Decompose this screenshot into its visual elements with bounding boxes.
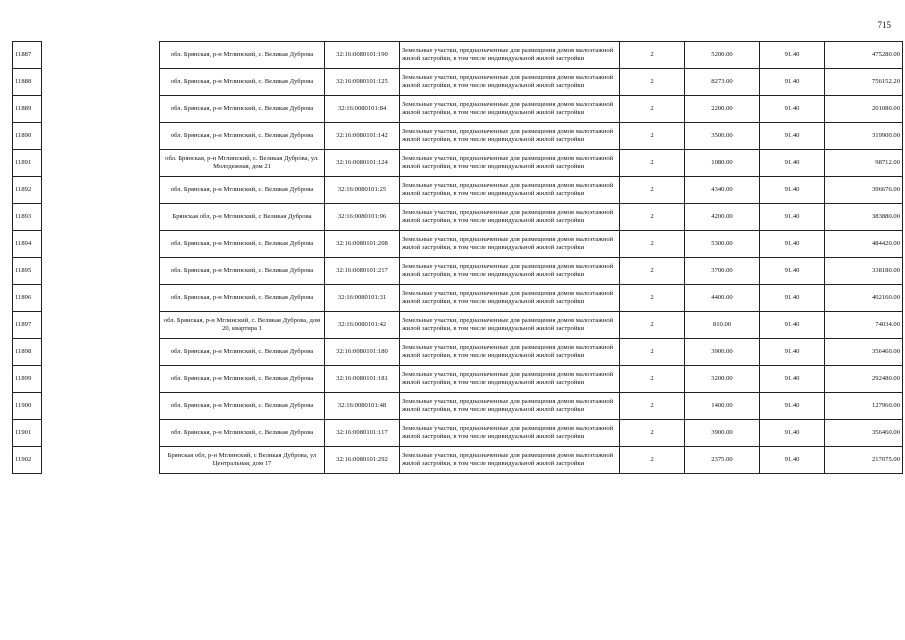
table-body xyxy=(13,42,903,474)
row-number-cell: 11892 xyxy=(13,177,42,204)
cadastral-value-cell: 319900.00 xyxy=(825,123,903,150)
cadastral-number-cell: 32:16:0080101:180 xyxy=(325,339,400,366)
land-use-cell: Земельные участки, предназначенные для размещения домов малоэтажной жилой застройки, в том числе индивидуальной жилой застройки xyxy=(400,339,620,366)
table-row xyxy=(13,339,903,366)
land-use-cell: Земельные участки, предназначенные для размещения домов малоэтажной жилой застройки, в том числе индивидуальной жилой застройки xyxy=(400,366,620,393)
area-cell: 5300.00 xyxy=(685,231,760,258)
area-cell: 3900.00 xyxy=(685,420,760,447)
row-number-cell: 11891 xyxy=(13,150,42,177)
address-cell: обл. Брянская, р-н Мглинский, с. Великая Дуброва xyxy=(160,393,325,420)
blank-cell xyxy=(42,69,160,96)
rate-cell: 91.40 xyxy=(760,177,825,204)
rate-cell: 91.40 xyxy=(760,123,825,150)
blank-cell xyxy=(42,177,160,204)
area-cell: 1080.00 xyxy=(685,150,760,177)
cadastral-value-cell: 217075.00 xyxy=(825,447,903,474)
rate-cell: 91.40 xyxy=(760,285,825,312)
table-row xyxy=(13,69,903,96)
area-cell: 4340.00 xyxy=(685,177,760,204)
cadastral-value-cell: 201080.00 xyxy=(825,96,903,123)
land-use-cell: Земельные участки, предназначенные для размещения домов малоэтажной жилой застройки, в том числе индивидуальной жилой застройки xyxy=(400,204,620,231)
cadastral-value-cell: 127960.00 xyxy=(825,393,903,420)
land-use-cell: Земельные участки, предназначенные для размещения домов малоэтажной жилой застройки, в том числе индивидуальной жилой застройки xyxy=(400,312,620,339)
land-use-cell: Земельные участки, предназначенные для размещения домов малоэтажной жилой застройки, в том числе индивидуальной жилой застройки xyxy=(400,285,620,312)
table-row xyxy=(13,447,903,474)
category-cell: 2 xyxy=(620,123,685,150)
row-number-cell: 11898 xyxy=(13,339,42,366)
row-number-cell: 11895 xyxy=(13,258,42,285)
rate-cell: 91.40 xyxy=(760,42,825,69)
land-use-cell: Земельные участки, предназначенные для размещения домов малоэтажной жилой застройки, в том числе индивидуальной жилой застройки xyxy=(400,177,620,204)
cadastral-value-cell: 356460.00 xyxy=(825,339,903,366)
category-cell: 2 xyxy=(620,42,685,69)
table-row xyxy=(13,204,903,231)
table-row xyxy=(13,258,903,285)
cadastral-value-cell: 383880.00 xyxy=(825,204,903,231)
cadastral-number-cell: 32:16:0080101:25 xyxy=(325,177,400,204)
rate-cell: 91.40 xyxy=(760,366,825,393)
land-use-cell: Земельные участки, предназначенные для размещения домов малоэтажной жилой застройки, в том числе индивидуальной жилой застройки xyxy=(400,420,620,447)
rate-cell: 91.40 xyxy=(760,204,825,231)
category-cell: 2 xyxy=(620,447,685,474)
address-cell: обл. Брянская, р-н Мглинский, с. Великая Дуброва xyxy=(160,258,325,285)
cadastral-number-cell: 32:16:0080101:190 xyxy=(325,42,400,69)
table-row xyxy=(13,285,903,312)
rate-cell: 91.40 xyxy=(760,258,825,285)
address-cell: обл. Брянская, р-н Мглинский, с. Великая Дуброва xyxy=(160,420,325,447)
category-cell: 2 xyxy=(620,366,685,393)
cadastral-value-cell: 98712.00 xyxy=(825,150,903,177)
category-cell: 2 xyxy=(620,420,685,447)
category-cell: 2 xyxy=(620,393,685,420)
address-cell: обл. Брянская, р-н Мглинский, с. Великая Дуброва xyxy=(160,69,325,96)
area-cell: 3900.00 xyxy=(685,339,760,366)
cadastral-number-cell: 32:16:0080101:181 xyxy=(325,366,400,393)
row-number-cell: 11888 xyxy=(13,69,42,96)
page-number: 715 xyxy=(877,20,891,30)
rate-cell: 91.40 xyxy=(760,312,825,339)
area-cell: 2375.00 xyxy=(685,447,760,474)
table-row xyxy=(13,393,903,420)
table-row xyxy=(13,96,903,123)
blank-cell xyxy=(42,204,160,231)
row-number-cell: 11897 xyxy=(13,312,42,339)
rate-cell: 91.40 xyxy=(760,339,825,366)
blank-cell xyxy=(42,150,160,177)
address-cell: обл. Брянская, р-н Мглинский, с. Великая Дуброва xyxy=(160,285,325,312)
area-cell: 810.00 xyxy=(685,312,760,339)
cadastral-number-cell: 32:16:0080101:48 xyxy=(325,393,400,420)
cadastral-value-cell: 484420.00 xyxy=(825,231,903,258)
table-row xyxy=(13,177,903,204)
category-cell: 2 xyxy=(620,96,685,123)
category-cell: 2 xyxy=(620,69,685,96)
area-cell: 8273.00 xyxy=(685,69,760,96)
cadastral-value-cell: 402160.00 xyxy=(825,285,903,312)
address-cell: обл. Брянская, р-н Мглинский, с. Великая Дуброва xyxy=(160,339,325,366)
cadastral-number-cell: 32:16:0080101:217 xyxy=(325,258,400,285)
row-number-cell: 11894 xyxy=(13,231,42,258)
row-number-cell: 11901 xyxy=(13,420,42,447)
blank-cell xyxy=(42,123,160,150)
cadastral-number-cell: 32:16:0080101:125 xyxy=(325,69,400,96)
rate-cell: 91.40 xyxy=(760,69,825,96)
cadastral-value-cell: 292480.00 xyxy=(825,366,903,393)
cadastral-number-cell: 32:16:0080101:96 xyxy=(325,204,400,231)
row-number-cell: 11900 xyxy=(13,393,42,420)
table-row xyxy=(13,366,903,393)
rate-cell: 91.40 xyxy=(760,231,825,258)
blank-cell xyxy=(42,312,160,339)
rate-cell: 91.40 xyxy=(760,150,825,177)
land-use-cell: Земельные участки, предназначенные для размещения домов малоэтажной жилой застройки, в том числе индивидуальной жилой застройки xyxy=(400,258,620,285)
blank-cell xyxy=(42,447,160,474)
land-use-cell: Земельные участки, предназначенные для размещения домов малоэтажной жилой застройки, в том числе индивидуальной жилой застройки xyxy=(400,96,620,123)
land-register-table xyxy=(12,41,903,474)
blank-cell xyxy=(42,42,160,69)
table-row xyxy=(13,420,903,447)
rate-cell: 91.40 xyxy=(760,96,825,123)
land-use-cell: Земельные участки, предназначенные для размещения домов малоэтажной жилой застройки, в том числе индивидуальной жилой застройки xyxy=(400,150,620,177)
blank-cell xyxy=(42,258,160,285)
cadastral-value-cell: 756152.20 xyxy=(825,69,903,96)
cadastral-value-cell: 338180.00 xyxy=(825,258,903,285)
cadastral-value-cell: 74034.00 xyxy=(825,312,903,339)
rate-cell: 91.40 xyxy=(760,420,825,447)
table-row xyxy=(13,150,903,177)
blank-cell xyxy=(42,339,160,366)
row-number-cell: 11896 xyxy=(13,285,42,312)
cadastral-value-cell: 356460.00 xyxy=(825,420,903,447)
row-number-cell: 11890 xyxy=(13,123,42,150)
rate-cell: 91.40 xyxy=(760,393,825,420)
land-use-cell: Земельные участки, предназначенные для размещения домов малоэтажной жилой застройки, в том числе индивидуальной жилой застройки xyxy=(400,123,620,150)
row-number-cell: 11902 xyxy=(13,447,42,474)
category-cell: 2 xyxy=(620,231,685,258)
address-cell: обл. Брянская, р-н Мглинский, с. Великая Дуброва xyxy=(160,366,325,393)
category-cell: 2 xyxy=(620,258,685,285)
address-cell: Брянская обл, р-н Мглинский, с Великая Дуброва xyxy=(160,204,325,231)
area-cell: 1400.00 xyxy=(685,393,760,420)
area-cell: 3200.00 xyxy=(685,366,760,393)
address-cell: обл. Брянская, р-н Мглинский, с. Великая Дуброва xyxy=(160,42,325,69)
table-row xyxy=(13,123,903,150)
category-cell: 2 xyxy=(620,285,685,312)
area-cell: 4200.00 xyxy=(685,204,760,231)
rate-cell: 91.40 xyxy=(760,447,825,474)
address-cell: Брянская обл, р-н Мглинский, с Великая Дуброва, ул Центральная, дом 17 xyxy=(160,447,325,474)
address-cell: обл. Брянская, р-н Мглинский, с. Великая Дуброва, дом 20, квартира 1 xyxy=(160,312,325,339)
cadastral-value-cell: 396676.00 xyxy=(825,177,903,204)
area-cell: 4400.00 xyxy=(685,285,760,312)
cadastral-number-cell: 32:16:0080101:292 xyxy=(325,447,400,474)
table-row xyxy=(13,231,903,258)
land-use-cell: Земельные участки, предназначенные для размещения домов малоэтажной жилой застройки, в том числе индивидуальной жилой застройки xyxy=(400,42,620,69)
address-cell: обл. Брянская, р-н Мглинский, с. Великая Дуброва xyxy=(160,231,325,258)
table-row xyxy=(13,312,903,339)
category-cell: 2 xyxy=(620,150,685,177)
cadastral-number-cell: 32:16:0080101:84 xyxy=(325,96,400,123)
address-cell: обл. Брянская, р-н Мглинский, с. Великая Дуброва xyxy=(160,96,325,123)
land-use-cell: Земельные участки, предназначенные для размещения домов малоэтажной жилой застройки, в том числе индивидуальной жилой застройки xyxy=(400,393,620,420)
cadastral-value-cell: 475280.00 xyxy=(825,42,903,69)
category-cell: 2 xyxy=(620,204,685,231)
table-row xyxy=(13,42,903,69)
row-number-cell: 11899 xyxy=(13,366,42,393)
category-cell: 2 xyxy=(620,177,685,204)
area-cell: 2200.00 xyxy=(685,96,760,123)
land-use-cell: Земельные участки, предназначенные для размещения домов малоэтажной жилой застройки, в том числе индивидуальной жилой застройки xyxy=(400,69,620,96)
blank-cell xyxy=(42,231,160,258)
area-cell: 3500.00 xyxy=(685,123,760,150)
blank-cell xyxy=(42,285,160,312)
land-use-cell: Земельные участки, предназначенные для размещения домов малоэтажной жилой застройки, в том числе индивидуальной жилой застройки xyxy=(400,447,620,474)
cadastral-number-cell: 32:16:0080101:31 xyxy=(325,285,400,312)
cadastral-number-cell: 32:16:0080101:124 xyxy=(325,150,400,177)
area-cell: 3700.00 xyxy=(685,258,760,285)
area-cell: 5200.00 xyxy=(685,42,760,69)
category-cell: 2 xyxy=(620,312,685,339)
category-cell: 2 xyxy=(620,339,685,366)
row-number-cell: 11887 xyxy=(13,42,42,69)
cadastral-number-cell: 32:16:0080101:117 xyxy=(325,420,400,447)
row-number-cell: 11893 xyxy=(13,204,42,231)
cadastral-number-cell: 32:16:0080101:142 xyxy=(325,123,400,150)
address-cell: обл. Брянская, р-н Мглинский, с. Великая Дуброва xyxy=(160,177,325,204)
cadastral-number-cell: 32:16:0080101:208 xyxy=(325,231,400,258)
blank-cell xyxy=(42,96,160,123)
row-number-cell: 11889 xyxy=(13,96,42,123)
address-cell: обл. Брянская, р-н Мглинский, с. Великая Дуброва, ул. Молодежная, дом 21 xyxy=(160,150,325,177)
address-cell: обл. Брянская, р-н Мглинский, с. Великая Дуброва xyxy=(160,123,325,150)
cadastral-number-cell: 32:16:0080101:42 xyxy=(325,312,400,339)
blank-cell xyxy=(42,366,160,393)
blank-cell xyxy=(42,420,160,447)
blank-cell xyxy=(42,393,160,420)
land-use-cell: Земельные участки, предназначенные для размещения домов малоэтажной жилой застройки, в том числе индивидуальной жилой застройки xyxy=(400,231,620,258)
